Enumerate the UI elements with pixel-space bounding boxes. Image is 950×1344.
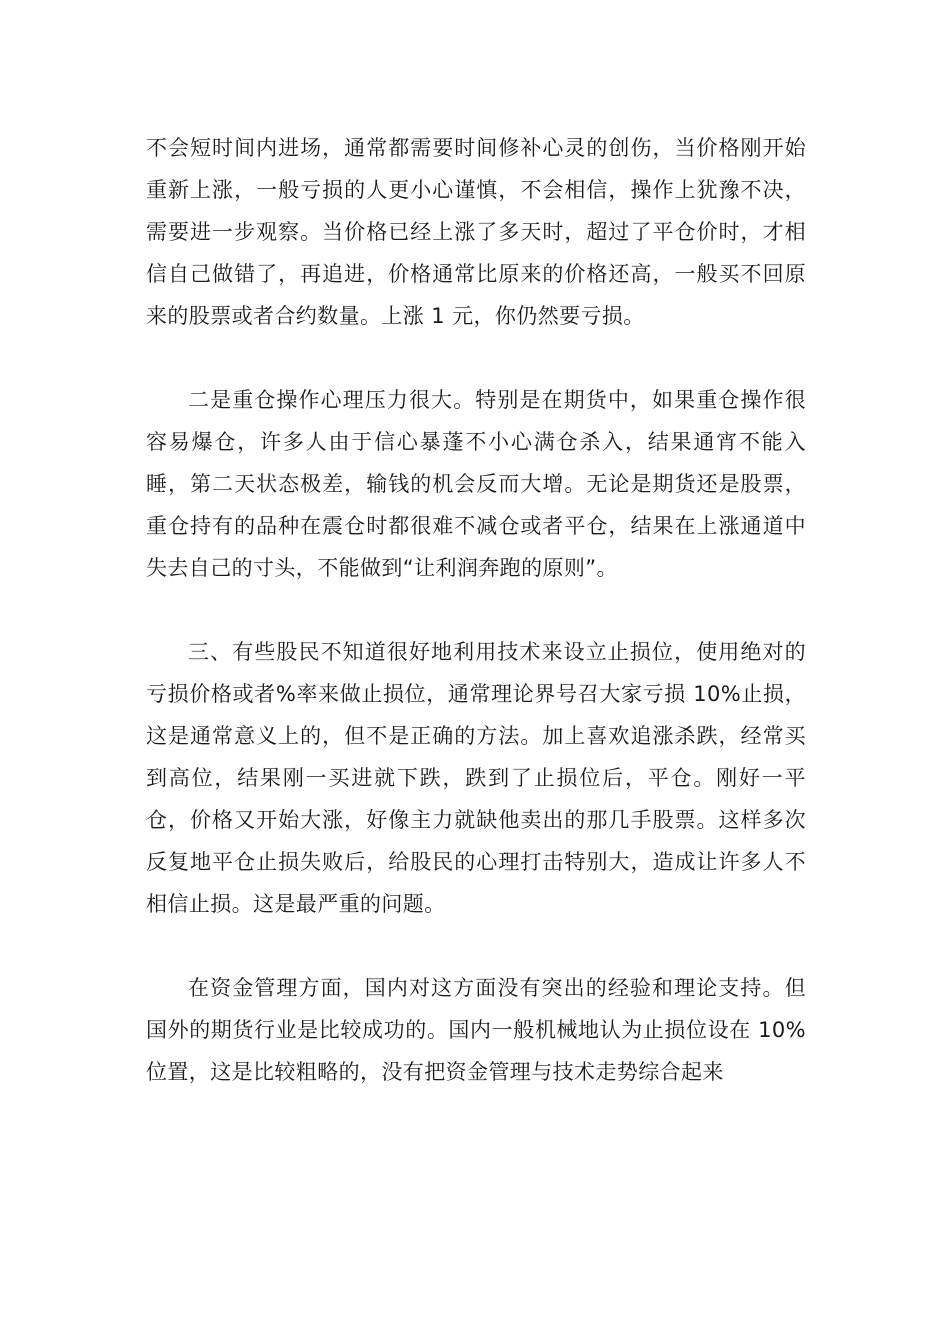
paragraph-2: 二是重仓操作心理压力很大。特别是在期货中，如果重仓操作很容易爆仓，许多人由于信心暴蓬不小心满仓杀入，结果通宵不能入睡，第二天状态极差，输钱的机会反而大增。无论是期货还是股票，重仓持有的品种在震仓时都很难不减仓或者平仓，结果在上涨通道中失去自己的寸头，不能做到“让利润奔跑的原则”。 [146,388,806,580]
paragraph-4: 在资金管理方面，国内对这方面没有突出的经验和理论支持。但国外的期货行业是比较成功的。国内一般机械地认为止损位设在 10%位置，这是比较粗略的，没有把资金管理与技术走势综合起来 [146,976,806,1084]
paragraph-3: 三、有些股民不知道很好地利用技术来设立止损位，使用绝对的亏损价格或者%率来做止损位，通常理论界号召大家亏损 10%止损，这是通常意义上的，但不是正确的方法。加上喜欢追涨杀跌，经常买到高位，结果刚一买进就下跌，跌到了止损位后，平仓。刚好一平仓，价格又开始大涨，好像主力就缺他卖出的那几手股票。这样多次反复地平仓止损失败后，给股民的心理打击特别大，造成让许多人不相信止损。这是最严重的问题。 [146,640,806,916]
document-body [146,127,806,1093]
paragraph-1: 不会短时间内进场，通常都需要时间修补心灵的创伤，当价格刚开始重新上涨，一般亏损的人更小心谨慎，不会相信，操作上犹豫不决，需要进一步观察。当价格已经上涨了多天时，超过了平仓价时，才相信自己做错了，再追进，价格通常比原来的价格还高，一般买不回原来的股票或者合约数量。上涨 1 元，你仍然要亏损。 [146,136,806,328]
